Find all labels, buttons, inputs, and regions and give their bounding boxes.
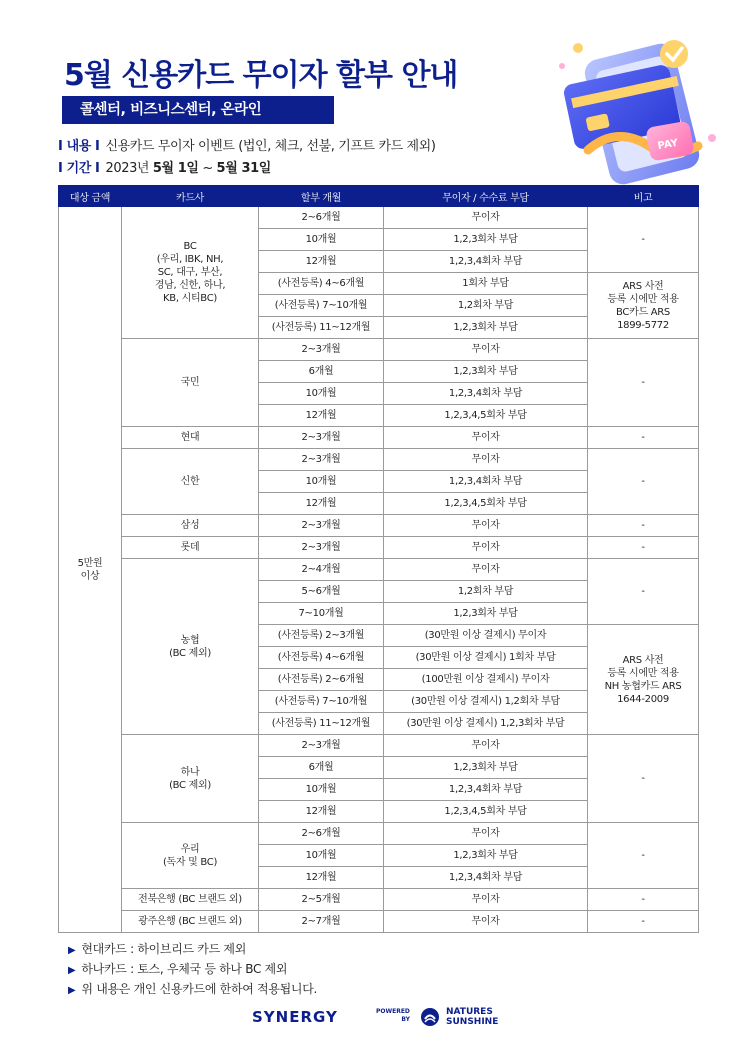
months-cell: 6개월 — [259, 361, 384, 383]
card-company-cell: 국민 — [122, 339, 259, 427]
hero-illustration — [548, 28, 738, 188]
header-months: 할부 개월 — [259, 186, 384, 207]
card-company-cell: 삼성 — [122, 515, 259, 537]
months-cell: 10개월 — [259, 471, 384, 493]
content-label: I 내용 I — [58, 139, 100, 154]
months-cell: 5~6개월 — [259, 581, 384, 603]
coin-icon — [573, 43, 583, 53]
months-cell: 2~6개월 — [259, 207, 384, 229]
months-cell: 7~10개월 — [259, 603, 384, 625]
header-amount: 대상 금액 — [59, 186, 122, 207]
period-label: I 기간 I — [58, 161, 100, 176]
burden-cell: 1,2,3회차 부담 — [384, 845, 588, 867]
svg-text:PAY: PAY — [656, 137, 679, 153]
footnote: ▶ 현대카드 : 하이브리드 카드 제외 — [68, 942, 246, 956]
table-row — [59, 515, 699, 537]
channel-banner: 콜센터, 비즈니스센터, 온라인 — [62, 96, 334, 124]
months-cell: 12개월 — [259, 867, 384, 889]
months-cell: (사전등록) 7~10개월 — [259, 691, 384, 713]
card-company-cell: BC (우리, IBK, NH, SC, 대구, 부산, 경남, 신한, 하나, KB, 시티BC) — [122, 207, 259, 339]
note-cell: ARS 사전 등록 시에만 적용 BC카드 ARS 1899-5772 — [588, 273, 699, 339]
info-period — [58, 157, 271, 176]
burden-cell: 1,2,3회차 부담 — [384, 229, 588, 251]
natures-sunshine-logo: NATURES SUNSHINE — [446, 1007, 499, 1027]
burden-cell: 무이자 — [384, 515, 588, 537]
months-cell: 6개월 — [259, 757, 384, 779]
burden-cell: 1,2,3,4회차 부담 — [384, 383, 588, 405]
months-cell: 12개월 — [259, 801, 384, 823]
footnotes — [68, 940, 317, 1000]
period-sep: ~ — [202, 161, 213, 176]
months-cell: 12개월 — [259, 405, 384, 427]
months-cell: 2~3개월 — [259, 515, 384, 537]
burden-cell: 1,2,3,4,5회차 부담 — [384, 493, 588, 515]
header-company: 카드사 — [122, 186, 259, 207]
months-cell: (사전등록) 2~6개월 — [259, 669, 384, 691]
burden-cell: 1,2회차 부담 — [384, 581, 588, 603]
note-cell: - — [588, 515, 699, 537]
arrow-icon: ▶ — [68, 945, 76, 956]
table-row — [59, 207, 699, 229]
table-row — [59, 449, 699, 471]
table-row — [59, 339, 699, 361]
months-cell: 2~5개월 — [259, 889, 384, 911]
burden-cell: 무이자 — [384, 889, 588, 911]
months-cell: 2~7개월 — [259, 911, 384, 933]
months-cell: (사전등록) 4~6개월 — [259, 647, 384, 669]
card-company-cell: 하나 (BC 제외) — [122, 735, 259, 823]
months-cell: (사전등록) 11~12개월 — [259, 317, 384, 339]
table-row — [59, 427, 699, 449]
months-cell: (사전등록) 2~3개월 — [259, 625, 384, 647]
burden-cell: (30만원 이상 결제시) 1,2회차 부담 — [384, 691, 588, 713]
footnote: ▶ 하나카드 : 토스, 우체국 등 하나 BC 제외 — [68, 962, 288, 976]
note-cell: - — [588, 537, 699, 559]
burden-cell: 1,2,3회차 부담 — [384, 603, 588, 625]
note-cell: - — [588, 339, 699, 427]
note-cell: - — [588, 735, 699, 823]
table-row — [59, 911, 699, 933]
table-header-row — [59, 186, 699, 207]
burden-cell: 1,2,3회차 부담 — [384, 317, 588, 339]
card-company-cell: 현대 — [122, 427, 259, 449]
note-cell: - — [588, 559, 699, 625]
burden-cell: (100만원 이상 결제시) 무이자 — [384, 669, 588, 691]
months-cell: 2~4개월 — [259, 559, 384, 581]
burden-cell: 무이자 — [384, 559, 588, 581]
months-cell: 12개월 — [259, 251, 384, 273]
months-cell: 2~3개월 — [259, 449, 384, 471]
burden-cell: 무이자 — [384, 449, 588, 471]
card-company-cell: 우리 (독자 및 BC) — [122, 823, 259, 889]
burden-cell: 1,2,3,4회차 부담 — [384, 779, 588, 801]
burden-cell: (30만원 이상 결제시) 무이자 — [384, 625, 588, 647]
burden-cell: 1,2,3,4회차 부담 — [384, 867, 588, 889]
check-icon — [660, 40, 688, 68]
table-row — [59, 889, 699, 911]
months-cell: 2~3개월 — [259, 537, 384, 559]
note-cell: - — [588, 911, 699, 933]
burden-cell: 1,2,3,4회차 부담 — [384, 251, 588, 273]
months-cell: 2~3개월 — [259, 339, 384, 361]
months-cell: (사전등록) 11~12개월 — [259, 713, 384, 735]
powered-by: POWERED BY — [376, 1008, 410, 1023]
months-cell: 2~3개월 — [259, 427, 384, 449]
months-cell: (사전등록) 7~10개월 — [259, 295, 384, 317]
period-year: 2023년 — [105, 161, 150, 176]
months-cell: (사전등록) 4~6개월 — [259, 273, 384, 295]
burden-cell: 무이자 — [384, 911, 588, 933]
card-company-cell: 전북은행 (BC 브랜드 외) — [122, 889, 259, 911]
burden-cell: (30만원 이상 결제시) 1회차 부담 — [384, 647, 588, 669]
header-note: 비고 — [588, 186, 699, 207]
months-cell: 12개월 — [259, 493, 384, 515]
table-row — [59, 537, 699, 559]
card-company-cell: 신한 — [122, 449, 259, 515]
burden-cell: 1,2,3,4,5회차 부담 — [384, 801, 588, 823]
burden-cell: (30만원 이상 결제시) 1,2,3회차 부담 — [384, 713, 588, 735]
note-cell: - — [588, 207, 699, 273]
table-row — [59, 559, 699, 581]
burden-cell: 1,2,3,4회차 부담 — [384, 471, 588, 493]
note-cell: - — [588, 823, 699, 889]
arrow-icon: ▶ — [68, 985, 76, 996]
note-cell: - — [588, 427, 699, 449]
burden-cell: 무이자 — [384, 735, 588, 757]
burden-cell: 무이자 — [384, 427, 588, 449]
months-cell: 2~6개월 — [259, 823, 384, 845]
natures-sunshine-icon — [420, 1007, 440, 1027]
months-cell: 10개월 — [259, 845, 384, 867]
page-title: 5월 신용카드 무이자 할부 안내 — [64, 58, 458, 93]
period-start: 5월 1일 — [152, 161, 199, 176]
card-company-cell: 광주은행 (BC 브랜드 외) — [122, 911, 259, 933]
burden-cell: 무이자 — [384, 823, 588, 845]
burden-cell: 1회차 부담 — [384, 273, 588, 295]
burden-cell: 1,2,3,4,5회차 부담 — [384, 405, 588, 427]
burden-cell: 무이자 — [384, 537, 588, 559]
burden-cell: 1,2회차 부담 — [384, 295, 588, 317]
header-burden: 무이자 / 수수료 부담 — [384, 186, 588, 207]
synergy-logo: SYNERGY — [252, 1008, 338, 1026]
months-cell: 10개월 — [259, 383, 384, 405]
table-row — [59, 823, 699, 845]
footnote: ▶ 위 내용은 개인 신용카드에 한하여 적용됩니다. — [68, 982, 318, 996]
burden-cell: 무이자 — [384, 207, 588, 229]
months-cell: 2~3개월 — [259, 735, 384, 757]
amount-cell: 5만원 이상 — [59, 207, 122, 933]
burden-cell: 1,2,3회차 부담 — [384, 361, 588, 383]
note-cell: - — [588, 889, 699, 911]
content-text: 신용카드 무이자 이벤트 (법인, 체크, 선불, 기프트 카드 제외) — [105, 139, 436, 154]
note-cell: - — [588, 449, 699, 515]
period-end: 5월 31일 — [216, 161, 271, 176]
installment-table — [58, 185, 699, 933]
info-content — [58, 135, 436, 154]
arrow-icon: ▶ — [68, 965, 76, 976]
burden-cell: 1,2,3회차 부담 — [384, 757, 588, 779]
burden-cell: 무이자 — [384, 339, 588, 361]
months-cell: 10개월 — [259, 779, 384, 801]
note-cell: ARS 사전 등록 시에만 적용 NH 농협카드 ARS 1644-2009 — [588, 625, 699, 735]
card-company-cell: 농협 (BC 제외) — [122, 559, 259, 735]
table-row — [59, 735, 699, 757]
months-cell: 10개월 — [259, 229, 384, 251]
card-company-cell: 롯데 — [122, 537, 259, 559]
